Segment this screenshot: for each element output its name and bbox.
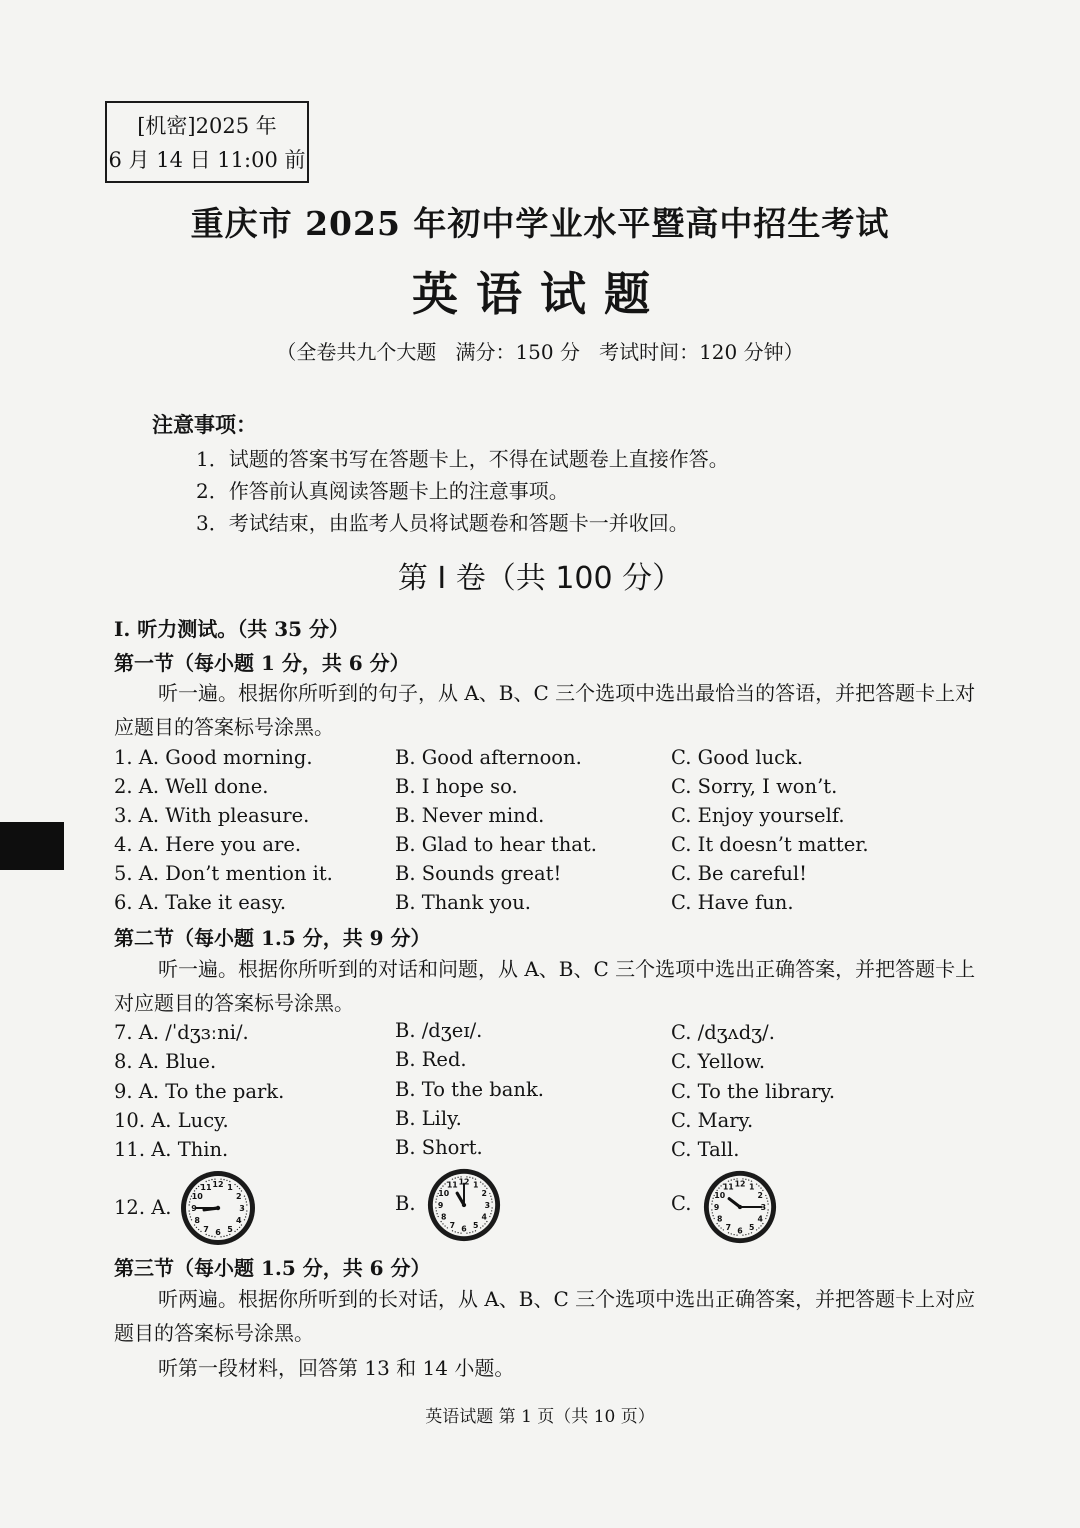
clock-b-icon bbox=[425, 1166, 503, 1244]
clock-number: 11 bbox=[722, 1182, 734, 1192]
clock-number: 8 bbox=[717, 1214, 723, 1224]
clock-a-icon bbox=[178, 1168, 258, 1248]
clock-number: 8 bbox=[441, 1212, 447, 1222]
confidential-box bbox=[105, 101, 309, 183]
clock-number: 1 bbox=[748, 1182, 755, 1192]
clock-number: 9 bbox=[437, 1200, 444, 1210]
clock-number: 12 bbox=[734, 1179, 746, 1189]
clock-number: 10 bbox=[191, 1192, 203, 1201]
clock-number: 3 bbox=[239, 1204, 245, 1213]
clock-number: 10 bbox=[714, 1191, 726, 1201]
q8-option-c: C. Yellow. bbox=[671, 1050, 766, 1073]
q2-option-b: B. I hope so. bbox=[395, 775, 518, 798]
q8-option-a: 8. A. Blue. bbox=[114, 1050, 217, 1073]
q2-option-a: 2. A. Well done. bbox=[114, 775, 269, 798]
clock-number: 10 bbox=[438, 1189, 450, 1199]
clock-number: 2 bbox=[481, 1189, 487, 1199]
clock-c-icon bbox=[701, 1168, 779, 1246]
part1-heading: I. 听力测试。（共 35 分） bbox=[114, 617, 350, 641]
notes-heading: 注意事项： bbox=[152, 412, 257, 437]
clock-number: 9 bbox=[713, 1202, 720, 1212]
clock-number: 5 bbox=[227, 1224, 233, 1234]
q1-option-a: 1. A. Good morning. bbox=[114, 746, 313, 769]
q12-option-a: 12. A. bbox=[114, 1196, 172, 1219]
q9-option-b: B. To the bank. bbox=[395, 1078, 544, 1101]
clock-number: 3 bbox=[484, 1200, 491, 1210]
exam-info: （全卷共九个大题 满分：150 分 考试时间：120 分钟） bbox=[276, 340, 804, 364]
section3-instruction: 听两遍。根据你所听到的长对话，从 A、B、C 三个选项中选出正确答案，并把答题卡上对应题目的答案标号涂黑。 bbox=[114, 1287, 976, 1345]
q4-option-b: B. Glad to hear that. bbox=[395, 833, 597, 856]
section2-instruction: 听一遍。根据你所听到的对话和问题，从 A、B、C 三个选项中选出正确答案，并把答题卡上对应题目的答案标号涂黑。 bbox=[114, 957, 976, 1015]
q9-option-c: C. To the library. bbox=[671, 1080, 836, 1103]
q11-option-b: B. Short. bbox=[395, 1136, 483, 1159]
clock-number: 6 bbox=[461, 1224, 467, 1234]
q10-option-b: B. Lily. bbox=[395, 1107, 462, 1130]
q4-option-c: C. It doesn’t matter. bbox=[671, 833, 869, 856]
clock-number: 4 bbox=[757, 1214, 763, 1224]
note-item: 1．试题的答案书写在答题卡上，不得在试题卷上直接作答。 bbox=[196, 447, 729, 471]
clock-number: 8 bbox=[194, 1216, 201, 1225]
q1-option-c: C. Good luck. bbox=[671, 746, 804, 769]
confidential-line-1: [机密]2025 年 bbox=[137, 114, 277, 138]
clock-number: 7 bbox=[725, 1223, 732, 1233]
q6-option-c: C. Have fun. bbox=[671, 891, 794, 914]
q5-option-c: C. Be careful! bbox=[671, 862, 807, 885]
q7-option-a: 7. A. /ˈdʒɜːni/. bbox=[114, 1021, 249, 1044]
q8-option-b: B. Red. bbox=[395, 1048, 467, 1071]
material-note: 听第一段材料，回答第 13 和 14 小题。 bbox=[158, 1356, 515, 1380]
q10-option-c: C. Mary. bbox=[671, 1109, 754, 1132]
clock-number: 7 bbox=[449, 1221, 456, 1231]
q3-option-a: 3. A. With pleasure. bbox=[114, 804, 310, 827]
q3-option-c: C. Enjoy yourself. bbox=[671, 804, 845, 827]
q6-option-b: B. Thank you. bbox=[395, 891, 532, 914]
clock-number: 2 bbox=[235, 1192, 242, 1201]
clock-number: 4 bbox=[481, 1212, 487, 1222]
q5-option-b: B. Sounds great! bbox=[395, 862, 562, 885]
clock-number: 2 bbox=[757, 1191, 763, 1201]
note-item: 3．考试结束，由监考人员将试题卷和答题卡一并收回。 bbox=[196, 511, 689, 535]
q11-option-a: 11. A. Thin. bbox=[114, 1138, 229, 1161]
q4-option-a: 4. A. Here you are. bbox=[114, 833, 302, 856]
clock-number: 11 bbox=[200, 1183, 212, 1193]
confidential-line-2: 6 月 14 日 11:00 前 bbox=[108, 148, 306, 172]
q3-option-b: B. Never mind. bbox=[395, 804, 545, 827]
volume-title: 第 I 卷（共 100 分） bbox=[397, 561, 683, 596]
clock-number: 6 bbox=[215, 1228, 221, 1237]
q10-option-a: 10. A. Lucy. bbox=[114, 1109, 229, 1132]
section1-instruction: 听一遍。根据你所听到的句子，从 A、B、C 三个选项中选出最恰当的答语，并把答题卡上对应题目的答案标号涂黑。 bbox=[114, 681, 976, 739]
clock-number: 9 bbox=[191, 1204, 197, 1213]
clock-number: 12 bbox=[458, 1177, 470, 1187]
q12-option-b: B. bbox=[395, 1192, 416, 1215]
clock-number: 1 bbox=[472, 1180, 479, 1190]
q1-option-b: B. Good afternoon. bbox=[395, 746, 582, 769]
clock-number: 6 bbox=[737, 1226, 743, 1236]
clock-number: 1 bbox=[227, 1183, 233, 1193]
note-item: 2．作答前认真阅读答题卡上的注意事项。 bbox=[196, 479, 569, 503]
section1-heading: 第一节（每小题 1 分，共 6 分） bbox=[114, 651, 410, 675]
clock-number: 5 bbox=[748, 1223, 755, 1233]
q2-option-c: C. Sorry, I won’t. bbox=[671, 775, 838, 798]
q7-option-c: C. /dʒʌdʒ/. bbox=[671, 1021, 775, 1044]
q12-option-c: C. bbox=[671, 1192, 692, 1215]
section3-heading: 第三节（每小题 1.5 分，共 6 分） bbox=[114, 1256, 431, 1280]
scan-marker bbox=[0, 822, 64, 870]
page-footer: 英语试题 第 1 页（共 10 页） bbox=[425, 1407, 655, 1427]
q6-option-a: 6. A. Take it easy. bbox=[114, 891, 287, 914]
clock-number: 5 bbox=[472, 1221, 479, 1231]
clock-number: 7 bbox=[203, 1224, 209, 1234]
clock-number: 3 bbox=[760, 1202, 767, 1212]
q9-option-a: 9. A. To the park. bbox=[114, 1080, 285, 1103]
q7-option-b: B. /dʒeɪ/. bbox=[395, 1019, 483, 1042]
q5-option-a: 5. A. Don’t mention it. bbox=[114, 862, 333, 885]
clock-number: 11 bbox=[446, 1180, 458, 1190]
exam-title: 重庆市 2025 年初中学业水平暨高中招生考试 bbox=[190, 204, 890, 243]
section2-heading: 第二节（每小题 1.5 分，共 9 分） bbox=[114, 926, 431, 950]
q11-option-c: C. Tall. bbox=[671, 1138, 740, 1161]
subject-title: 英语试题 bbox=[412, 267, 668, 321]
clock-number: 12 bbox=[212, 1180, 224, 1189]
clock-number: 4 bbox=[235, 1216, 242, 1225]
